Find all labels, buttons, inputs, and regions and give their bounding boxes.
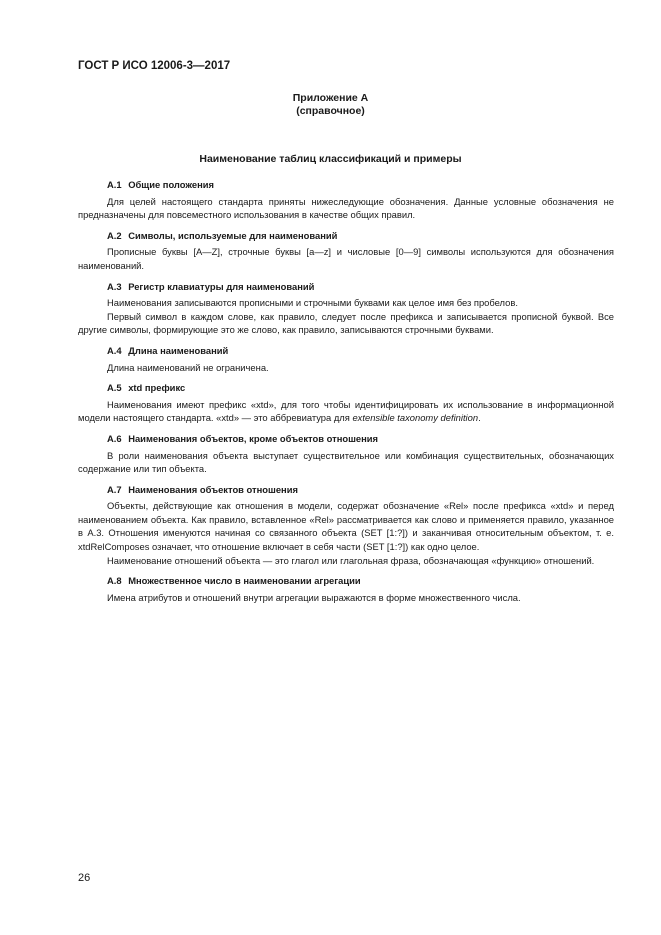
document-header: ГОСТ Р ИСО 12006-3—2017 [78,60,231,72]
section-number: А.6 [107,432,122,444]
section-title: Символы, используемые для наименований [128,229,338,241]
section-number: А.3 [107,280,122,292]
paragraph: Наименования записываются прописными и строчными буквами как целое имя без пробелов. [107,297,518,309]
paragraph-text: Наименования имеют префикс «xtd», для того чтобы идентифицировать их использование в информационной модели настоящего стандарта. «xtd» — это аббревиатура для [78,398,614,424]
annex-title: Приложение А [292,92,369,104]
section-title: xtd префикс [128,382,186,394]
section-heading [107,280,614,294]
section-title: Длина наименований [128,344,229,356]
section-number: А.8 [107,575,122,587]
section-number: А.4 [107,344,122,356]
italic-term: extensible taxonomy definition [352,412,479,424]
section-heading [107,229,614,243]
paragraph: Имена атрибутов и отношений внутри агрегации выражаются в форме множественного числа. [107,591,521,603]
section-number: А.7 [107,483,122,495]
section-a6 [78,432,614,476]
section-title: Наименования объектов, кроме объектов отношения [128,432,379,444]
paragraph: Объекты, действующие как отношения в модели, содержат обозначение «Rel» после префикса «xtd» и перед наименованием объекта. Как правило, вставленное «Rel» рассматривается как слово и применяется правило, указанное в А.3. Отношения именуются начиная со связанного объекта (SET [1:?]) и заканчивая относительным объектом, т. е. xtdRelComposes означает, что отношение включает в себя части (SET [1:?]) как одно целое. [78,500,614,553]
section-heading [107,344,614,358]
page-title: Наименование таблиц классификаций и примеры [199,153,462,165]
paragraph-text: . [478,412,481,424]
section-a7 [78,483,614,568]
section-a3 [78,280,614,337]
annex-subtitle: (справочное) [296,105,365,117]
section-a2 [78,229,614,273]
section-heading [107,574,614,588]
section-title: Регистр клавиатуры для наименований [128,280,315,292]
paragraph: Первый символ в каждом слове, как правило, следует после префикса и записывается прописной буквой. Все другие символы, формирующие это же слово, как правило, записываются строчными буквами. [78,310,614,336]
paragraph: Длина наименований не ограничена. [107,361,269,373]
section-heading [107,432,614,446]
paragraph: Наименование отношений объекта — это глагол или глагольная фраза, обозначающая «функцию» отношений. [107,554,595,566]
document-body [78,178,614,611]
section-title: Наименования объектов отношения [128,483,298,495]
page-number: 26 [78,872,91,884]
section-heading [107,178,614,192]
section-a8 [78,574,614,604]
section-a1 [78,178,614,222]
paragraph: Для целей настоящего стандарта приняты нижеследующие обозначения. Данные условные обозначения не предназначены для повсеместного использования в качестве общих правил. [78,195,614,221]
section-title: Общие положения [128,179,215,190]
section-a5 [78,381,614,425]
paragraph: В роли наименования объекта выступает существительное или комбинация существительных, обозначающих содержание или тип объекта. [78,449,614,475]
paragraph [78,398,614,425]
section-heading [107,483,614,497]
section-title: Множественное число в наименовании агрегации [128,575,361,587]
section-number: А.1 [107,179,122,190]
paragraph: Прописные буквы [A—Z], строчные буквы [a—z] и числовые [0—9] символы используются для обозначения наименований. [78,246,614,271]
section-a4 [78,344,614,374]
section-heading [107,381,614,395]
section-number: А.2 [107,229,122,241]
section-number: А.5 [107,382,122,394]
